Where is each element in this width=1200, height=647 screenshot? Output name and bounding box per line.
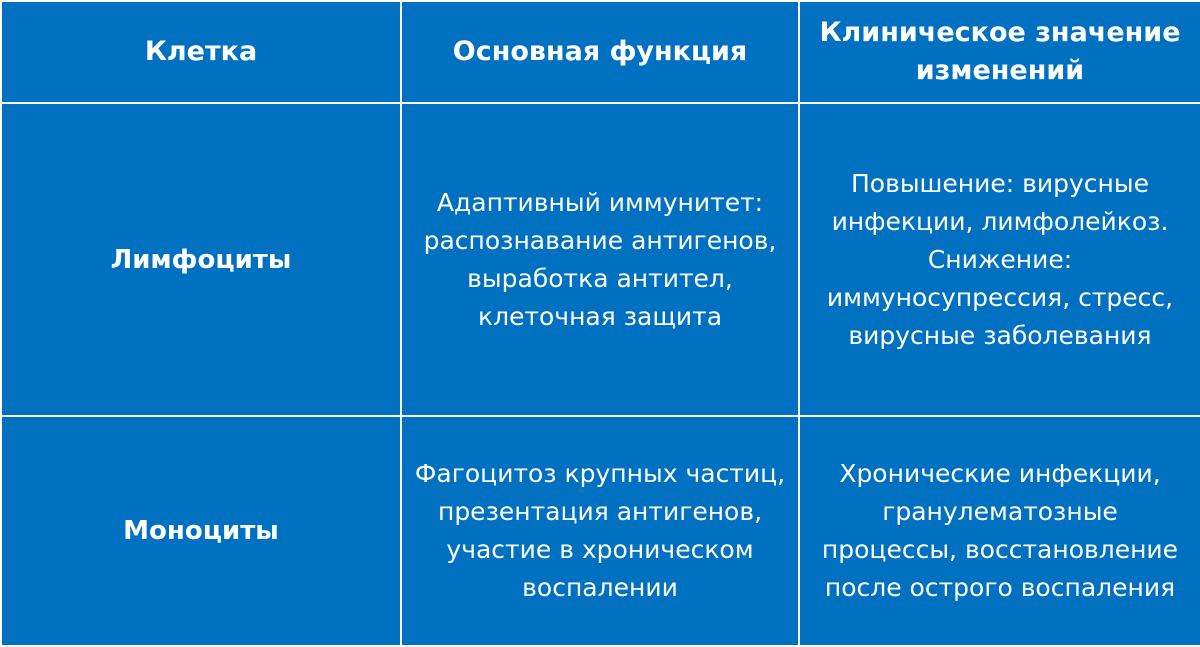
table-header-row — [1, 1, 1200, 103]
cell-function-lymphocytes: Адаптивный иммунитет: распознавание антигенов, выработка антител, клеточная защита — [401, 103, 799, 416]
header-function: Основная функция — [401, 1, 799, 103]
header-clinical: Клиническое значение изменений — [799, 1, 1200, 103]
cell-name-lymphocytes: Лимфоциты — [1, 103, 401, 416]
table-row — [1, 103, 1200, 416]
header-cell: Клетка — [1, 1, 401, 103]
cell-clinical-lymphocytes: Повышение: вирусные инфекции, лимфолейкоз. Снижение: иммуносупрессия, стресс, вирусные заболевания — [799, 103, 1200, 416]
table-row — [1, 416, 1200, 646]
cell-clinical-monocytes: Хронические инфекции, гранулематозные процессы, восстановление после острого воспаления — [799, 416, 1200, 646]
cell-name-monocytes: Моноциты — [1, 416, 401, 646]
cell-function-monocytes: Фагоцитоз крупных частиц, презентация антигенов, участие в хроническом воспалении — [401, 416, 799, 646]
